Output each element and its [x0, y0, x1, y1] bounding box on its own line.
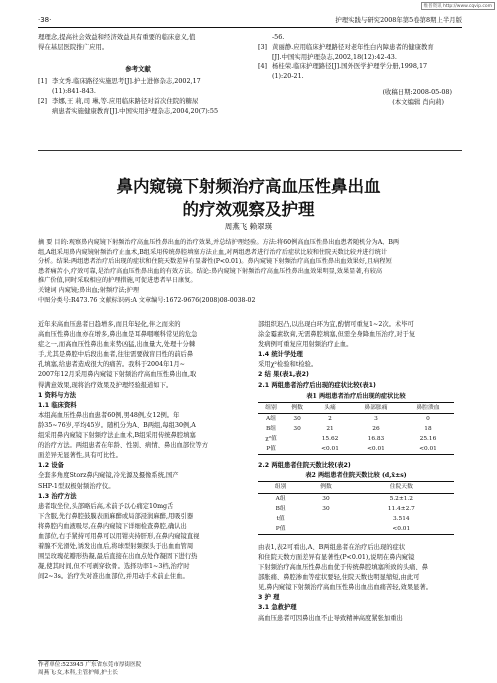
table-cell: 25.16	[419, 436, 437, 443]
table-cell: t值	[276, 515, 285, 522]
table-cell: 2	[328, 415, 332, 422]
body-line: 得满意效果,现将治疗效果及护理经验报道如下。	[38, 381, 173, 389]
author-affiliation: 作者单位:523945 广东省东莞市厚街医院	[38, 662, 142, 668]
table-cell	[303, 514, 348, 524]
body-line: 间2~3s。治疗失对准出血部位,并用动手术前止住血。	[38, 573, 189, 581]
subsection-heading: 1.3 治疗方法	[38, 492, 77, 500]
ref-number: [2]	[38, 96, 48, 105]
authors: 周燕飞 赖翠瑛	[224, 222, 273, 231]
body-line: 发病例可重复应用射频治疗止血。	[258, 341, 353, 349]
ref-number: [3]	[258, 42, 268, 51]
table-cell: <0.01	[350, 444, 402, 455]
section-heading: 3 护 理	[258, 594, 280, 602]
paragraph-line: 得在基层医院推广应用。	[38, 42, 109, 51]
section-divider	[38, 150, 462, 151]
top-left-column	[38, 33, 238, 117]
abstract-line: 摘 要 目的:观察鼻内窥镜下射频治疗高血压性鼻出血的治疗效果,并总结护理经验。方法:将60例高血压性鼻出血患者随机分为A、B两	[38, 239, 400, 246]
body-line: 血部位,右手紧持可用鼻可以用钳夹持肝形,在鼻内窥镜直视	[38, 532, 200, 540]
table-row	[258, 524, 454, 535]
subsection-heading: 3.1 急救护理	[258, 604, 297, 612]
ref-text: 杨桂荣.临床护理路径[J].国外医学护理学分册,1998,17	[272, 62, 428, 71]
table-cell	[303, 524, 348, 535]
body-line: 孔填塞,给患者造成很大的痛苦。我科于2004年1月~	[38, 361, 185, 369]
ref-text: 病患者实施健康教育[J].中国实用护理杂志,2004,20(7):55	[52, 106, 219, 115]
table1	[258, 402, 454, 455]
table-cell: <0.01	[349, 524, 454, 535]
footnote	[38, 662, 141, 677]
paragraph-line: 理理念,提高社会效益和经济效益具有重要的临床意义,值	[38, 33, 196, 41]
journal-name: 护理实践与研究2008年第5卷第8期上半月版	[335, 16, 462, 24]
table-cell: 18	[424, 425, 432, 432]
ref-text: [J].中国实用护理杂志,2002,18(12):42-43.	[272, 52, 397, 61]
subsection-heading: 2.1 两组患者治疗后出现的症状比较(表1)	[258, 381, 376, 389]
table-cell: P值	[258, 444, 284, 455]
body-line: 高血压性鼻出血亦在增多,鼻出血是耳鼻咽喉科常见的危急	[38, 331, 198, 339]
subsection-heading: 2.2 两组患者住院天数比较(表2)	[258, 462, 351, 470]
table2	[258, 481, 454, 534]
table-cell: 26	[372, 425, 380, 432]
table-header: 例数	[284, 402, 310, 413]
body-line: 凝,使其时间,但不可剥穿软骨。选择功率1~3档,治疗时	[38, 563, 190, 571]
author-bio: 周燕飞:女,本科,主管护师,护士长	[38, 669, 118, 676]
top-right-column	[258, 33, 462, 108]
table-header: 例数	[303, 482, 348, 493]
table-cell: P值	[258, 524, 303, 535]
abstract-line: 推广价值,同时采取相应的护理措施,可促进患者早日康复。	[38, 277, 197, 285]
body-line: 部组织迟凸,以出现白环为宜,酌情可重复1~2次。术毕可	[258, 321, 414, 328]
page-number: ·38·	[38, 16, 52, 24]
table-header: 组别	[258, 402, 284, 413]
footnote-divider	[38, 660, 98, 661]
body-line: 2007年12月采用鼻内窥镜下射频治疗高血压性鼻出血,取	[38, 371, 197, 379]
ref-text: 黄丽静.应用临床护理路径对老年性白内障患者的健康教育	[272, 42, 434, 51]
table-header: 住院天数	[349, 482, 454, 493]
table-cell	[284, 434, 310, 444]
subsection-heading: 1.2 设备	[38, 462, 64, 470]
watermark: 维普资讯 http://www.cqvip.com	[421, 2, 495, 10]
body-line: 见,鼻内窥镜下射频治疗高血压性鼻出血出血痛苦轻,效果显著。	[258, 584, 433, 592]
article-title: 鼻内窥镜下射频治疗高血压性鼻出血	[116, 177, 381, 196]
body-line: 着腺不光滑处,诱发出血后,将球型射频探头于出血血管周	[38, 543, 194, 551]
body-line: 手,尤其是鼻腔中后段出血者,往往需要做盲目性的前后鼻	[38, 351, 194, 359]
table-header: 头痛	[310, 402, 350, 413]
table-cell: 15.62	[321, 436, 339, 443]
body-line: 将鼻腔内血液吸尽,在鼻内窥镜下详细检查鼻腔,确认出	[38, 522, 187, 530]
body-line: 近年来高血压患者日趋增多,而且年轻化,伴之而来的	[38, 321, 181, 328]
table-row	[258, 444, 454, 455]
body-line: 下射频治疗高血压性鼻出血优于传统鼻腔填塞所致的头痛、鼻	[258, 564, 429, 572]
table-row	[258, 434, 454, 444]
body-line: 下含服,先行鼻腔鼓膜表面麻醉或局部浸润麻醉,用吸引器	[38, 512, 194, 520]
table-cell: 0	[426, 415, 430, 422]
abstract-line: 组,A组采用鼻内窥镜射频治疗止血术,B组采用传统鼻腔填塞方法止血,对两组患者进行治疗后症状比较和住院天数比较并进行统计	[38, 248, 388, 256]
table-cell: 3.514	[393, 515, 410, 522]
abstract	[38, 238, 462, 305]
table-cell: 11.4±2.7	[387, 505, 415, 512]
body-line: 采用χ²检验和t检验。	[258, 361, 318, 369]
table-cell: A组	[266, 415, 277, 422]
ref-text: (11):841-843.	[52, 87, 96, 96]
references-title: 参考文献	[125, 64, 151, 73]
body-line: 症之一,而高血压性鼻出血来势凶猛,出血量大,处理十分棘	[38, 341, 196, 349]
subsection-heading: 1.1 临床资料	[38, 401, 77, 409]
body-line: 涂金霉素软膏,无需鼻腔填塞,但需全身降血压治疗,对于复	[258, 331, 416, 339]
keywords: 关键词 内窥镜;鼻出血;射频疗法;护理	[38, 286, 140, 294]
ref-number: [4]	[258, 62, 268, 71]
ref-text: 李娜,王 莉,司 琳,等.应用临床路径对首次住院的糖尿	[52, 96, 199, 105]
body-line: 全套多角度Storz鼻内窥镜,冷光源及摄像系统,国产	[38, 472, 179, 480]
ref-text: (1):20-21.	[272, 72, 304, 81]
page-header	[38, 10, 462, 28]
abstract-line: 患者痛苦小,疗效可靠,是治疗高血压性鼻出血的有效方法。结论:鼻内窥镜下射频治疗高血压性鼻出血效果明显,效果显著,有较高	[38, 267, 383, 275]
body-line: 龄35~76岁,平均45岁。随机分为A、B两组,每组30例,A	[38, 421, 196, 429]
body-line: 面差异无显著性,具有可比性。	[38, 452, 122, 460]
table-cell: 30	[293, 415, 301, 422]
body-line: SHP-1型双极射频治疗仪。	[38, 482, 115, 490]
table-cell: χ²值	[265, 436, 277, 443]
body-line: 本组高血压性鼻出血患者60例,男48例,女12例。年	[38, 411, 180, 419]
ref-number: [1]	[38, 77, 48, 86]
table-cell: 30	[322, 505, 330, 512]
table-header: 鼻部胀痛	[350, 402, 402, 413]
table-cell: A组	[275, 495, 286, 502]
table-cell: 30	[293, 425, 301, 432]
subsection-heading: 1.4 统计学处理	[258, 351, 303, 359]
right-body-column	[258, 320, 462, 624]
body-line: 的治疗方法。两组患者在年龄、性别、病情、鼻出血部位等方	[38, 442, 209, 450]
table-cell: 16.83	[367, 436, 385, 443]
table-cell: B组	[266, 425, 277, 432]
classification: 中图分类号:R473.76 文献标识码:A 文章编号:1672-9676(2008)08-0038-02	[38, 296, 256, 304]
table1-caption: 表1 两组患者治疗后出现的症状比较	[306, 392, 406, 400]
body-line: 部胀痛、鼻腔渗血等症状要轻,住院天数也明显缩短,由此可	[258, 574, 420, 582]
left-body-column	[38, 320, 246, 582]
ref-text: -56.	[272, 33, 285, 41]
table-row	[258, 413, 454, 424]
editor-note: (本文编辑 肖向莉)	[392, 97, 444, 106]
table-cell: 21	[326, 425, 334, 432]
body-line: 组采用鼻内窥镜下射频疗法止血术,B组采用传统鼻腔填塞	[38, 432, 196, 440]
table-cell: 3	[374, 415, 378, 422]
table-row	[258, 493, 454, 504]
table-header: 鼻腔溃血	[402, 402, 454, 413]
table-row	[258, 424, 454, 434]
table2-caption: 表2 两组患者住院天数比较 (d,x̄±s)	[305, 472, 407, 480]
table-cell: B组	[275, 505, 286, 512]
body-line: 和住院天数方面差异有显著性(P<0.01),说明在鼻内窥镜	[258, 553, 415, 561]
table-row	[258, 514, 454, 524]
body-line: 患者取坐位,头部略后高,术前予以心痛定10mg舌	[38, 502, 174, 510]
section-heading: 2 结 果(表1,表2)	[258, 371, 309, 379]
received-date: (收稿日期:2008-05-08)	[382, 87, 452, 96]
section-heading: 1 资料与方法	[38, 391, 77, 399]
body-line: 高血压患者可因鼻出血不止导致精神高度紧张加重出	[258, 614, 403, 622]
table-cell: <0.01	[402, 444, 454, 455]
ref-text: 李文秀.临床路径实施思考[J].护士进修杂志,2002,17	[52, 77, 201, 86]
table-cell: <0.01	[310, 444, 350, 455]
table-cell	[284, 444, 310, 455]
table-cell: 30	[322, 495, 330, 502]
table-cell: 5.2±1.2	[389, 495, 413, 502]
abstract-line: 分析。结果:两组患者治疗后出现的症状和住院天数差异有显著性(P<0.01)。鼻内窥镜下射频治疗高血压性鼻出血效果好,且病程短	[38, 258, 392, 266]
body-line: 围呈玫瑰花瓣形热凝,最后直接在出血点处作凝固下进行热	[38, 553, 198, 561]
body-line: 由表1,表2可看出,A、B两组患者在治疗后出现的症状	[258, 543, 406, 551]
table-header: 组别	[258, 482, 303, 493]
table-row	[258, 504, 454, 514]
article-subtitle: 的疗效观察及护理	[182, 200, 315, 219]
